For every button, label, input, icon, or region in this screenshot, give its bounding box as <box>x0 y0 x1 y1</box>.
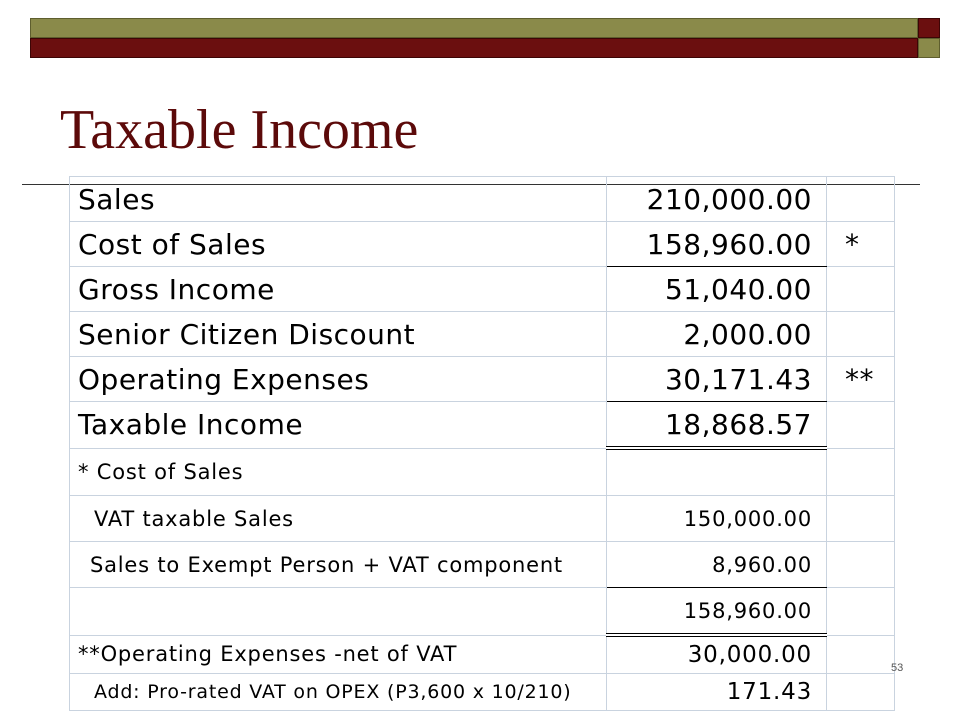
header-corner-olive <box>918 38 940 58</box>
row-label: Taxable Income <box>70 402 607 449</box>
row-label: Senior Citizen Discount <box>70 312 607 357</box>
row-amount: 18,868.57 <box>607 402 827 449</box>
row-label: Gross Income <box>70 267 607 312</box>
table-row-sales-to-exempt-person <box>70 542 895 588</box>
empty-cell <box>827 496 895 542</box>
row-mark: * <box>827 222 895 267</box>
row-label: Add: Pro-rated VAT on OPEX (P3,600 x 10/210) <box>70 674 607 711</box>
empty-cell <box>827 448 895 496</box>
row-label: Sales to Exempt Person + VAT component <box>70 542 607 588</box>
empty-cell <box>827 588 895 636</box>
table-row-operating-expenses <box>70 357 895 402</box>
header-corner-maroon <box>918 18 940 38</box>
row-amount: 51,040.00 <box>607 267 827 312</box>
table-row-cost-of-sales-note <box>70 448 895 496</box>
row-mark <box>827 402 895 449</box>
empty-cell <box>827 674 895 711</box>
row-mark <box>827 267 895 312</box>
slide-title: Taxable Income <box>60 99 419 161</box>
page-number: 53 <box>891 662 904 674</box>
row-amount: 158,960.00 <box>607 222 827 267</box>
table-row-vat-taxable-sales <box>70 496 895 542</box>
table-row-prorated-vat <box>70 674 895 711</box>
taxable-income-table <box>69 176 895 711</box>
row-mark: ** <box>827 357 895 402</box>
empty-cell <box>827 635 895 674</box>
row-label: Operating Expenses <box>70 357 607 402</box>
empty-cell <box>70 588 607 636</box>
note-heading: **Operating Expenses -net of VAT <box>70 635 607 674</box>
row-amount: 8,960.00 <box>607 542 827 588</box>
row-amount: 30,000.00 <box>607 635 827 674</box>
table-row-cost-of-sales <box>70 222 895 267</box>
header-bar-maroon <box>30 38 918 58</box>
row-amount: 158,960.00 <box>607 588 827 636</box>
row-mark <box>827 177 895 222</box>
row-amount: 30,171.43 <box>607 357 827 402</box>
empty-cell <box>607 448 827 496</box>
table-row-sales <box>70 177 895 222</box>
row-mark <box>827 312 895 357</box>
table-row-opex-note <box>70 635 895 674</box>
row-label: VAT taxable Sales <box>70 496 607 542</box>
row-amount: 2,000.00 <box>607 312 827 357</box>
row-label: Cost of Sales <box>70 222 607 267</box>
row-label: Sales <box>70 177 607 222</box>
table-row-gross-income <box>70 267 895 312</box>
row-amount: 171.43 <box>607 674 827 711</box>
row-amount: 210,000.00 <box>607 177 827 222</box>
note-heading: * Cost of Sales <box>70 448 607 496</box>
header-bar-olive <box>30 18 918 38</box>
table-row-cost-of-sales-total <box>70 588 895 636</box>
table-row-senior-citizen-discount <box>70 312 895 357</box>
row-amount: 150,000.00 <box>607 496 827 542</box>
empty-cell <box>827 542 895 588</box>
table-row-taxable-income <box>70 402 895 449</box>
